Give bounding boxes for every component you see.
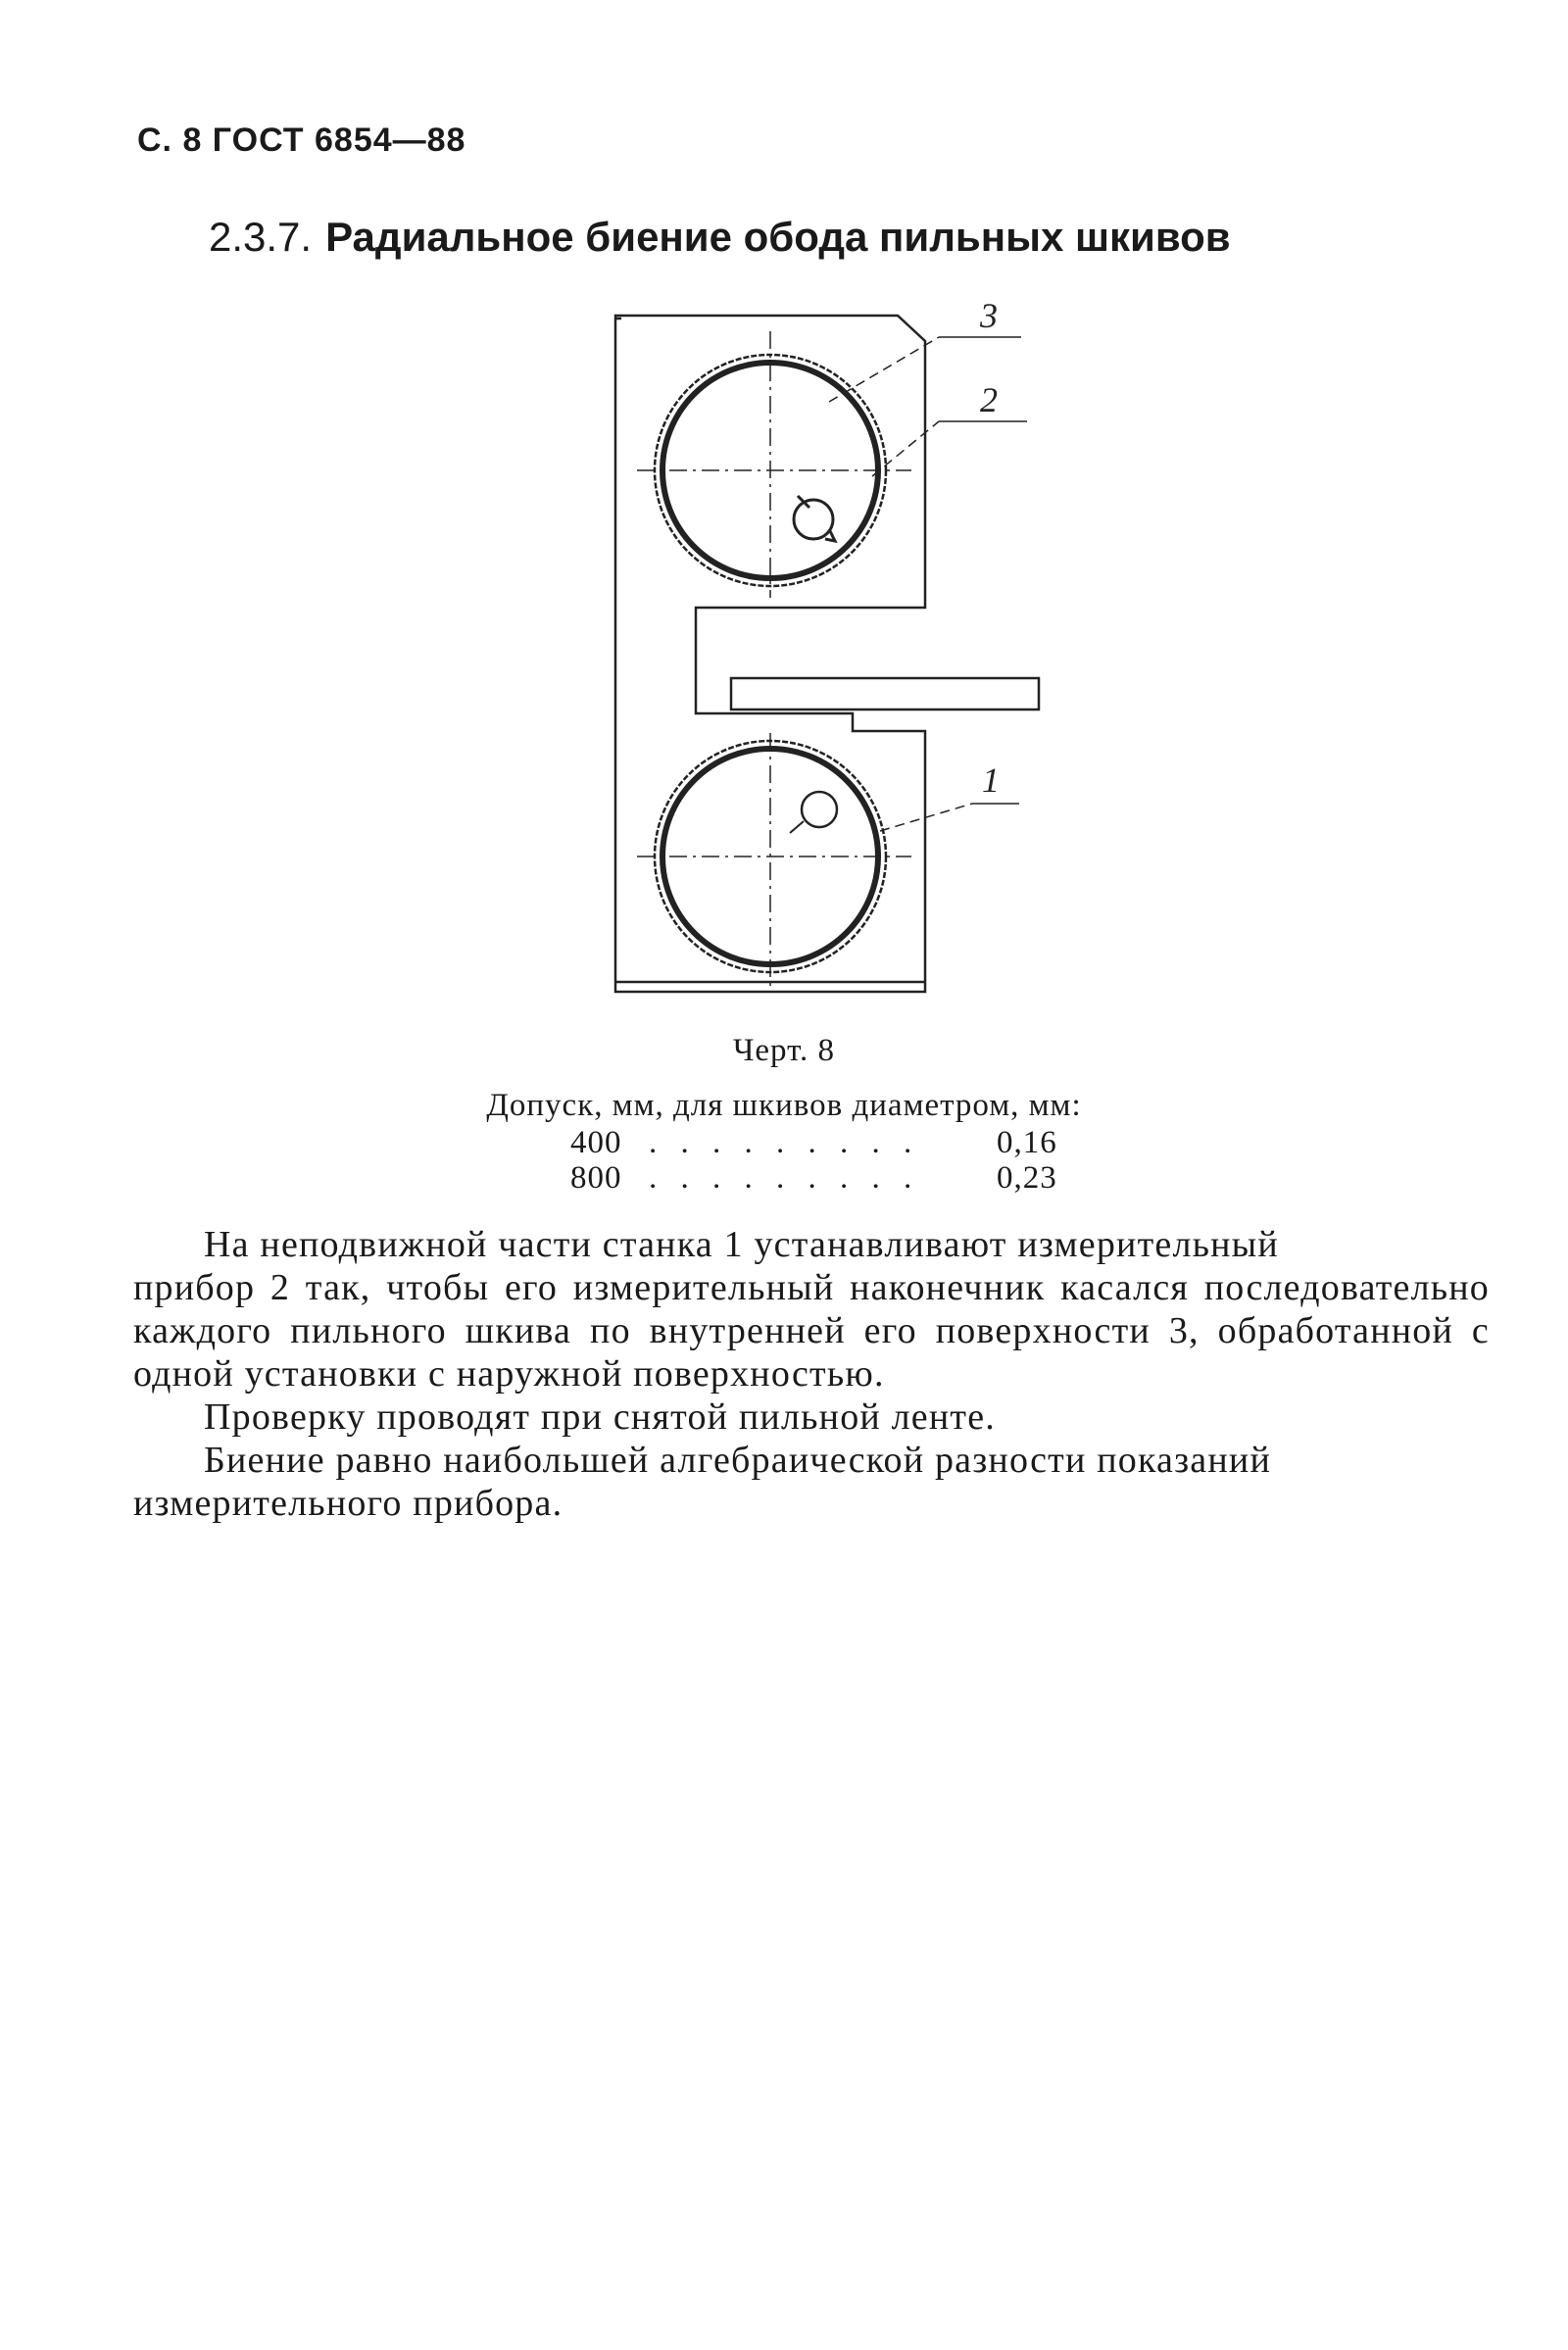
section-heading: Радиальное биение обода пильных шкивов: [325, 214, 1231, 260]
tolerance-diameter: 400: [570, 1125, 622, 1160]
paragraph-2: Проверку проводят при снятой пильной ленте.: [204, 1396, 996, 1438]
tolerance-row: [570, 1125, 1114, 1160]
body-text: [133, 1223, 1490, 1525]
leader-2: [872, 421, 939, 476]
callout-1: 1: [982, 760, 1000, 800]
section-number: 2.3.7.: [209, 214, 313, 260]
tolerance-value: 0,16: [997, 1125, 1057, 1160]
figure-drawing: [588, 284, 1078, 1029]
callout-3: 3: [980, 296, 998, 335]
page-header: С. 8 ГОСТ 6854—88: [137, 122, 466, 159]
upper-pulley: [637, 331, 911, 598]
tolerance-value: 0,23: [997, 1160, 1057, 1196]
machine-diagram: [588, 284, 1078, 1029]
tolerance-heading: Допуск, мм, для шкивов диаметром, мм:: [486, 1088, 1082, 1123]
tolerance-diameter: 800: [570, 1160, 622, 1196]
paragraph-1-first-line: На неподвижной части станка 1 устанавливают измерительный: [204, 1224, 1279, 1265]
section-title: [209, 214, 1231, 262]
tolerance-leader-dots: . . . . . . . . .: [649, 1125, 920, 1160]
paragraph-3-first-line: Биение равно наибольшей алгебраической разности показаний: [204, 1440, 1271, 1481]
figure-caption: Черт. 8: [732, 1033, 836, 1068]
paragraph-1-continuation: прибор 2 так, чтобы его измерительный наконечник касался последовательно каждого пильного шкива по внутренней его поверхности 3, обработанной с одной установки с наружной поверхностью.: [133, 1267, 1490, 1395]
lower-pulley: [637, 733, 911, 990]
leader-3: [829, 337, 939, 402]
tolerance-row: [570, 1160, 1114, 1196]
paragraph-3-continuation: измерительного прибора.: [133, 1483, 564, 1524]
callout-2: 2: [980, 380, 998, 419]
saw-guide-bar: [731, 678, 1039, 710]
frame-outline: [615, 316, 925, 992]
tolerance-leader-dots: . . . . . . . . .: [649, 1160, 920, 1196]
tolerance-table: [570, 1125, 1114, 1196]
